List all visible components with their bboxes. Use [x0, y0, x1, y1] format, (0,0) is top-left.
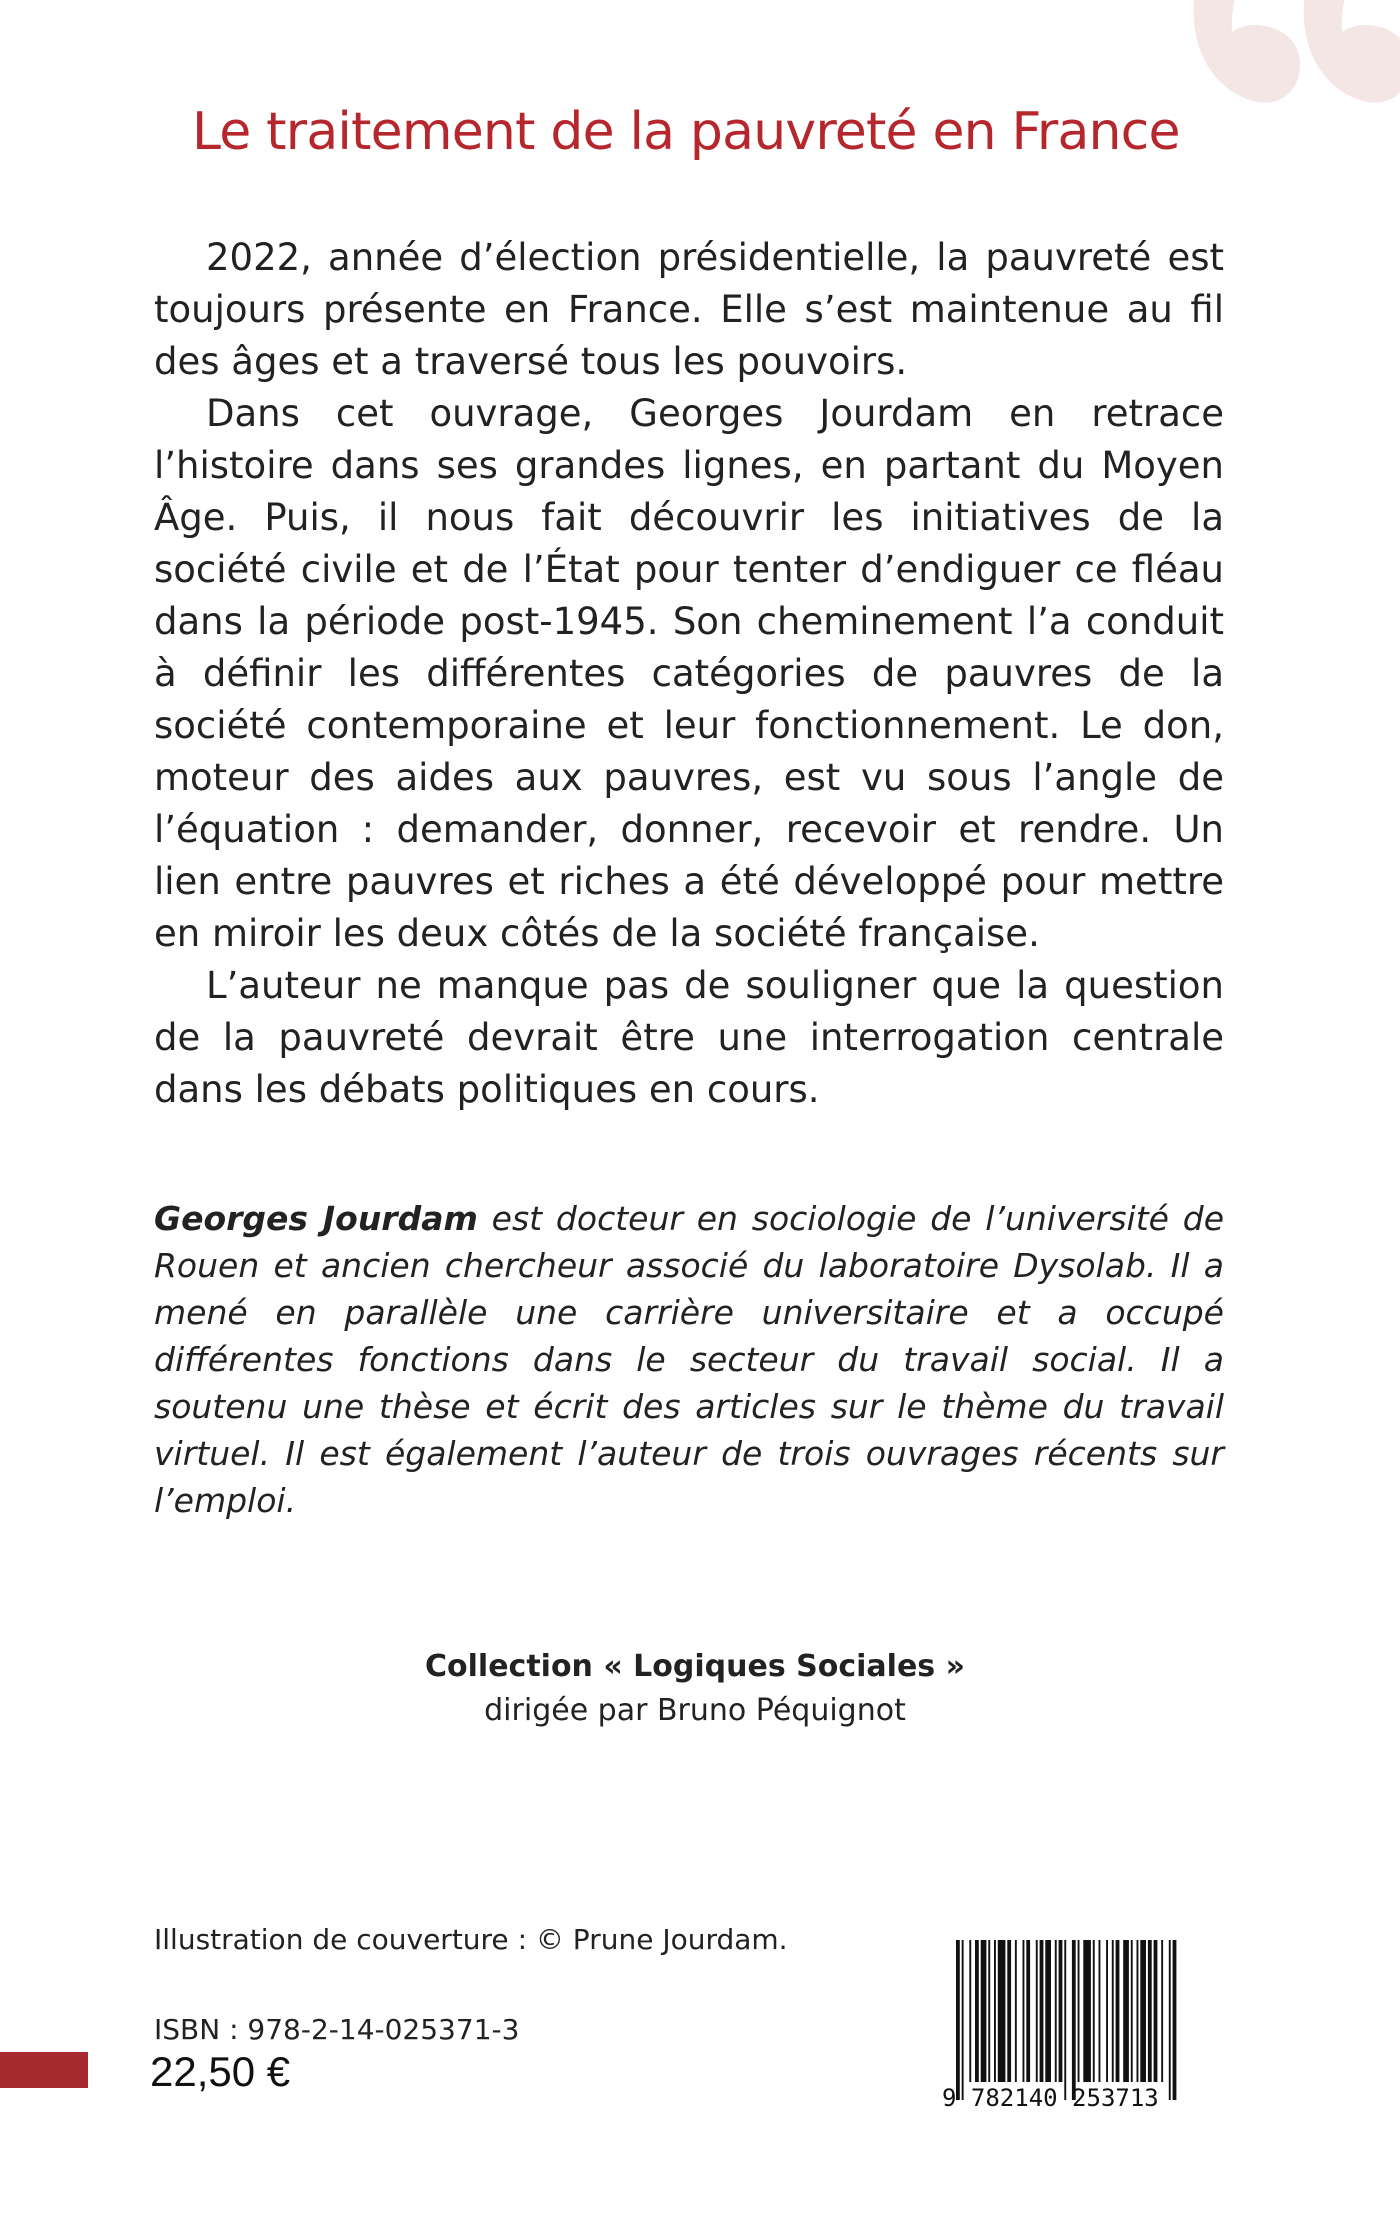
- book-price: 22,50 €: [150, 2048, 291, 2095]
- author-name: Georges Jourdam: [154, 1199, 478, 1238]
- barcode-bar: [1036, 1940, 1038, 2082]
- barcode-bar: [969, 1940, 971, 2082]
- barcode-bar: [1040, 1940, 1044, 2082]
- barcode-bar: [1064, 1940, 1066, 2100]
- collection-title: Collection « Logiques Sociales »: [425, 1649, 965, 1684]
- barcode-bar: [1026, 1940, 1030, 2082]
- barcode-bar: [1072, 1940, 1076, 2100]
- barcode-bar: [1173, 1940, 1177, 2100]
- barcode-bar: [1015, 1940, 1017, 2082]
- barcode-bar: [1007, 1940, 1011, 2082]
- barcode-bar: [1078, 1940, 1080, 2082]
- summary-paragraph: 2022, année d’élection présidentielle, la pauvreté est toujours présente en France. Elle s’est maintenue au fil des âges et a traversé tous les pouvoirs.: [154, 236, 1224, 383]
- author-bio-text: est docteur en sociologie de l’université de Rouen et ancien chercheur associé du laboratoire Dysolab. Il a mené en parallèle une carrière universitaire et a occupé différentes fonctions dans le secteur du travail social. Il a soutenu une thèse et écrit des articles sur le thème du travail virtuel. Il est également l’auteur de trois ouvrages récents sur l’emploi.: [154, 1199, 1225, 1520]
- barcode-bar: [1161, 1940, 1163, 2082]
- cover-credit: Illustration de couverture : © Prune Jourdam.: [154, 1923, 788, 1956]
- barcode-bar: [956, 1940, 960, 2100]
- summary-paragraph: Dans cet ouvrage, Georges Jourdam en retrace l’histoire dans ses grandes lignes, en partant du Moyen Âge. Puis, il nous fait découvrir les initiatives de la société civile et de l’État pour tenter d’endiguer ce fléau dans la période post-1945. Son cheminement l’a conduit à définir les différentes catégories de pauvres de la société contemporaine et leur fonctionnement. Le don, moteur des aides aux pauvres, est vu sous l’angle de l’équation : demander, donner, recevoir et rendre. Un lien entre pauvres et riches a été développé pour mettre en miroir les deux côtés de la société française.: [154, 392, 1224, 955]
- barcode-bar: [1093, 1940, 1095, 2082]
- barcode-bar: [1137, 1940, 1139, 2082]
- collection-editor: dirigée par Bruno Péquignot: [484, 1693, 906, 1728]
- barcode-bar: [975, 1940, 979, 2082]
- barcode-bar: [1116, 1940, 1120, 2082]
- author-bio: [154, 1195, 1224, 1524]
- barcode-bar: [1148, 1940, 1152, 2082]
- collection-info: [0, 1645, 1390, 1733]
- book-title: Le traitement de la pauvreté en France: [192, 102, 1180, 162]
- barcode-bar: [1023, 1940, 1025, 2082]
- barcode-bar: [1112, 1940, 1114, 2082]
- barcode-bar: [981, 1940, 987, 2082]
- barcode-bar: [1123, 1940, 1129, 2082]
- barcode-bar: [1059, 1940, 1063, 2082]
- barcode-bar: [998, 1940, 1006, 2082]
- barcode-bar: [1131, 1940, 1133, 2082]
- barcode-bar: [1083, 1940, 1091, 2082]
- barcode-bar: [1055, 1940, 1057, 2082]
- barcode-bar: [1154, 1940, 1158, 2082]
- barcode-bar: [994, 1940, 996, 2082]
- accent-bar: [0, 2052, 88, 2088]
- barcode-bar: [1045, 1940, 1051, 2082]
- barcode-bar: [962, 1940, 964, 2100]
- barcode-digits: 9 782140 253713: [942, 2084, 1159, 2112]
- book-summary: [154, 232, 1224, 1116]
- barcode-bar: [988, 1940, 990, 2082]
- barcode-bar: [1169, 1940, 1171, 2100]
- barcode-bar: [1140, 1940, 1146, 2082]
- barcode-icon: [954, 1940, 1232, 2100]
- summary-paragraph: L’auteur ne manque pas de souligner que la question de la pauvreté devrait être une interrogation centrale dans les débats politiques en cours.: [154, 964, 1224, 1111]
- isbn-number: ISBN : 978-2-14-025371-3: [154, 2013, 520, 2046]
- barcode-bar: [1106, 1940, 1108, 2082]
- barcode-bar: [1099, 1940, 1101, 2082]
